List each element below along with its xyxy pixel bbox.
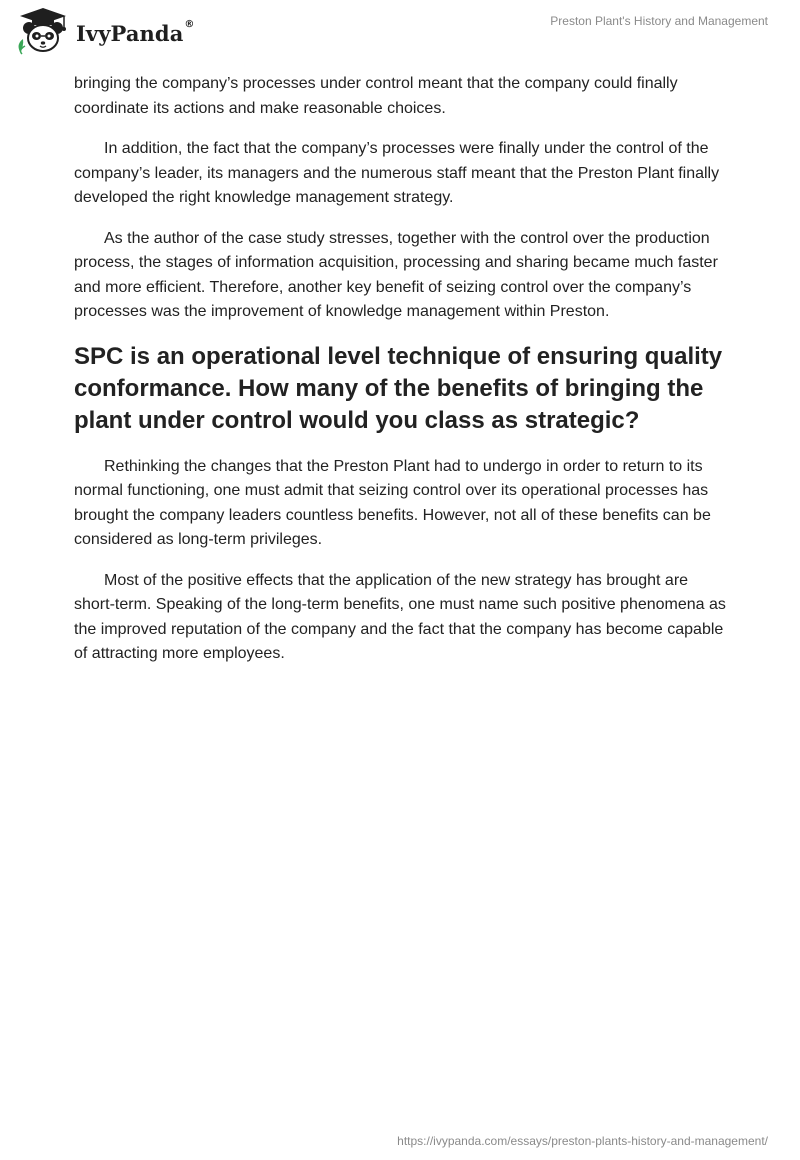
running-title: Preston Plant's History and Management [550, 14, 768, 28]
brand-name: IvyPanda® [76, 18, 195, 46]
paragraph: As the author of the case study stresses, together with the control over the production process, the stages of information acquisition, processing and sharing became much faster and more efficient. Therefore, another key benefit of seizing control over the company’s processes was the improvement of knowledge management within Preston. [74, 229, 718, 320]
paragraph: bringing the company’s processes under control meant that the company could finally coordinate its actions and make reasonable choices. [74, 75, 678, 117]
paragraph: Most of the positive effects that the application of the new strategy has brought are short-term. Speaking of the long-term benefits, one must name such positive phenomena as the improved reputation of the company and the fact that the company has become capable of attracting more employees. [74, 571, 726, 662]
paragraph: In addition, the fact that the company’s processes were finally under the control of the company’s leader, its managers and the numerous staff meant that the Preston Plant finally developed the right knowledge management strategy. [74, 140, 720, 206]
section-heading: SPC is an operational level technique of ensuring quality conformance. How many of the benefits of bringing the plant under control would you class as strategic? [74, 342, 723, 434]
page-header [0, 0, 800, 60]
brand-logo[interactable] [14, 6, 195, 56]
source-url[interactable]: https://ivypanda.com/essays/preston-plants-history-and-management/ [397, 1134, 768, 1148]
essay-body [74, 72, 728, 683]
panda-graduate-icon [14, 6, 72, 56]
registered-mark: ® [184, 18, 195, 30]
paragraph: Rethinking the changes that the Preston Plant had to undergo in order to return to its normal functioning, one must admit that seizing control over its operational processes has brought the company leaders countless benefits. However, not all of these benefits can be considered as long-term privileges. [74, 457, 711, 548]
